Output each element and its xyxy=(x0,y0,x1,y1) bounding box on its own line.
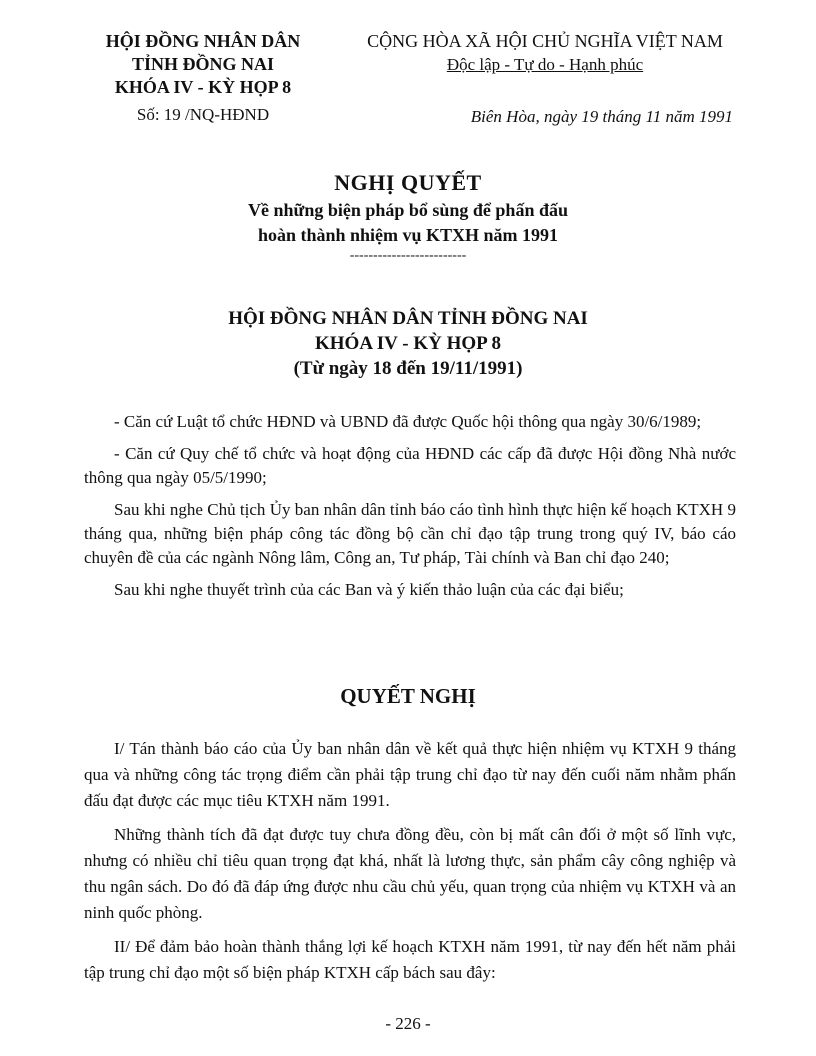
council-session: KHÓA IV - KỲ HỌP 8 xyxy=(315,333,501,354)
document-subject-line2: hoàn thành nhiệm vụ KTXH năm 1991 xyxy=(257,225,559,245)
reference-number: Số: 19 /NQ-HĐND xyxy=(136,105,270,124)
council-block xyxy=(0,306,816,381)
org-name-line1: HỘI ĐỒNG NHÂN DÂN xyxy=(105,31,301,51)
issuing-authority-block xyxy=(78,30,328,126)
org-name-line2: TỈNH ĐỒNG NAI xyxy=(131,54,274,74)
national-header-block xyxy=(345,30,745,128)
document-subject-line1: Về những biện pháp bổ sùng để phấn đấu xyxy=(248,200,568,220)
decision-heading: QUYẾT NGHỊ xyxy=(340,684,476,708)
session-dates: (Từ ngày 18 đến 19/11/1991) xyxy=(293,358,523,379)
decision-body xyxy=(84,736,736,994)
document-title-block xyxy=(0,168,816,264)
preamble-paragraph: Sau khi nghe Chủ tịch Ủy ban nhân dân tỉnh báo cáo tình hình thực hiện kế hoạch KTXH 9 tháng qua, những biện pháp công tác đồng bộ cần chỉ đạo tập trung trong quý IV, báo cáo chuyên đề của các ngành Nông lâm, Công an, Tư pháp, Tài chính và Ban chỉ đạo 240; xyxy=(84,500,736,567)
motto-text: Độc lập - Tự do - Hạnh phúc xyxy=(446,55,644,74)
preamble xyxy=(84,410,736,610)
country-name: CỘNG HÒA XÃ HỘI CHỦ NGHĨA VIỆT NAM xyxy=(367,31,723,51)
preamble-paragraph: Sau khi nghe thuyết trình của các Ban và ý kiến thảo luận của các đại biểu; xyxy=(114,580,624,599)
national-motto xyxy=(345,53,745,76)
document-date: Biên Hòa, ngày 19 tháng 11 năm 1991 xyxy=(470,107,733,126)
decision-paragraph: I/ Tán thành báo cáo của Ủy ban nhân dân về kết quả thực hiện nhiệm vụ KTXH 9 tháng qua và những công tác trọng điểm cần phải tập trung chỉ đạo từ nay đến cuối năm nhằm phấn đấu đạt được các mục tiêu KTXH năm 1991. xyxy=(84,739,736,810)
decision-paragraph: Những thành tích đã đạt được tuy chưa đồng đều, còn bị mất cân đối ở một số lĩnh vực, nhưng có nhiều chỉ tiêu quan trọng đạt khá, nhất là lương thực, sản phẩm cây công nghiệp và thu ngân sách. Do đó đã đáp ứng được nhu cầu chủ yếu, quan trọng của nhiệm vụ KTXH và an ninh quốc phòng. xyxy=(84,825,736,922)
org-session: KHÓA IV - KỲ HỌP 8 xyxy=(114,77,292,97)
page-number: - 226 - xyxy=(385,1014,431,1033)
council-name: HỘI ĐỒNG NHÂN DÂN TỈNH ĐỒNG NAI xyxy=(228,308,588,329)
preamble-paragraph: - Căn cứ Quy chế tổ chức và hoạt động của HĐND các cấp đã được Hội đồng Nhà nước thông qua ngày 05/5/1990; xyxy=(84,444,736,487)
document-title: NGHỊ QUYẾT xyxy=(334,170,482,195)
preamble-paragraph: - Căn cứ Luật tổ chức HĐND và UBND đã được Quốc hội thông qua ngày 30/6/1989; xyxy=(114,412,702,431)
decision-paragraph: II/ Để đảm bảo hoàn thành thắng lợi kế hoạch KTXH năm 1991, từ nay đến hết năm phải tập trung chỉ đạo một số biện pháp KTXH cấp bách sau đây: xyxy=(84,937,736,982)
title-separator: ------------------------- xyxy=(349,248,467,263)
